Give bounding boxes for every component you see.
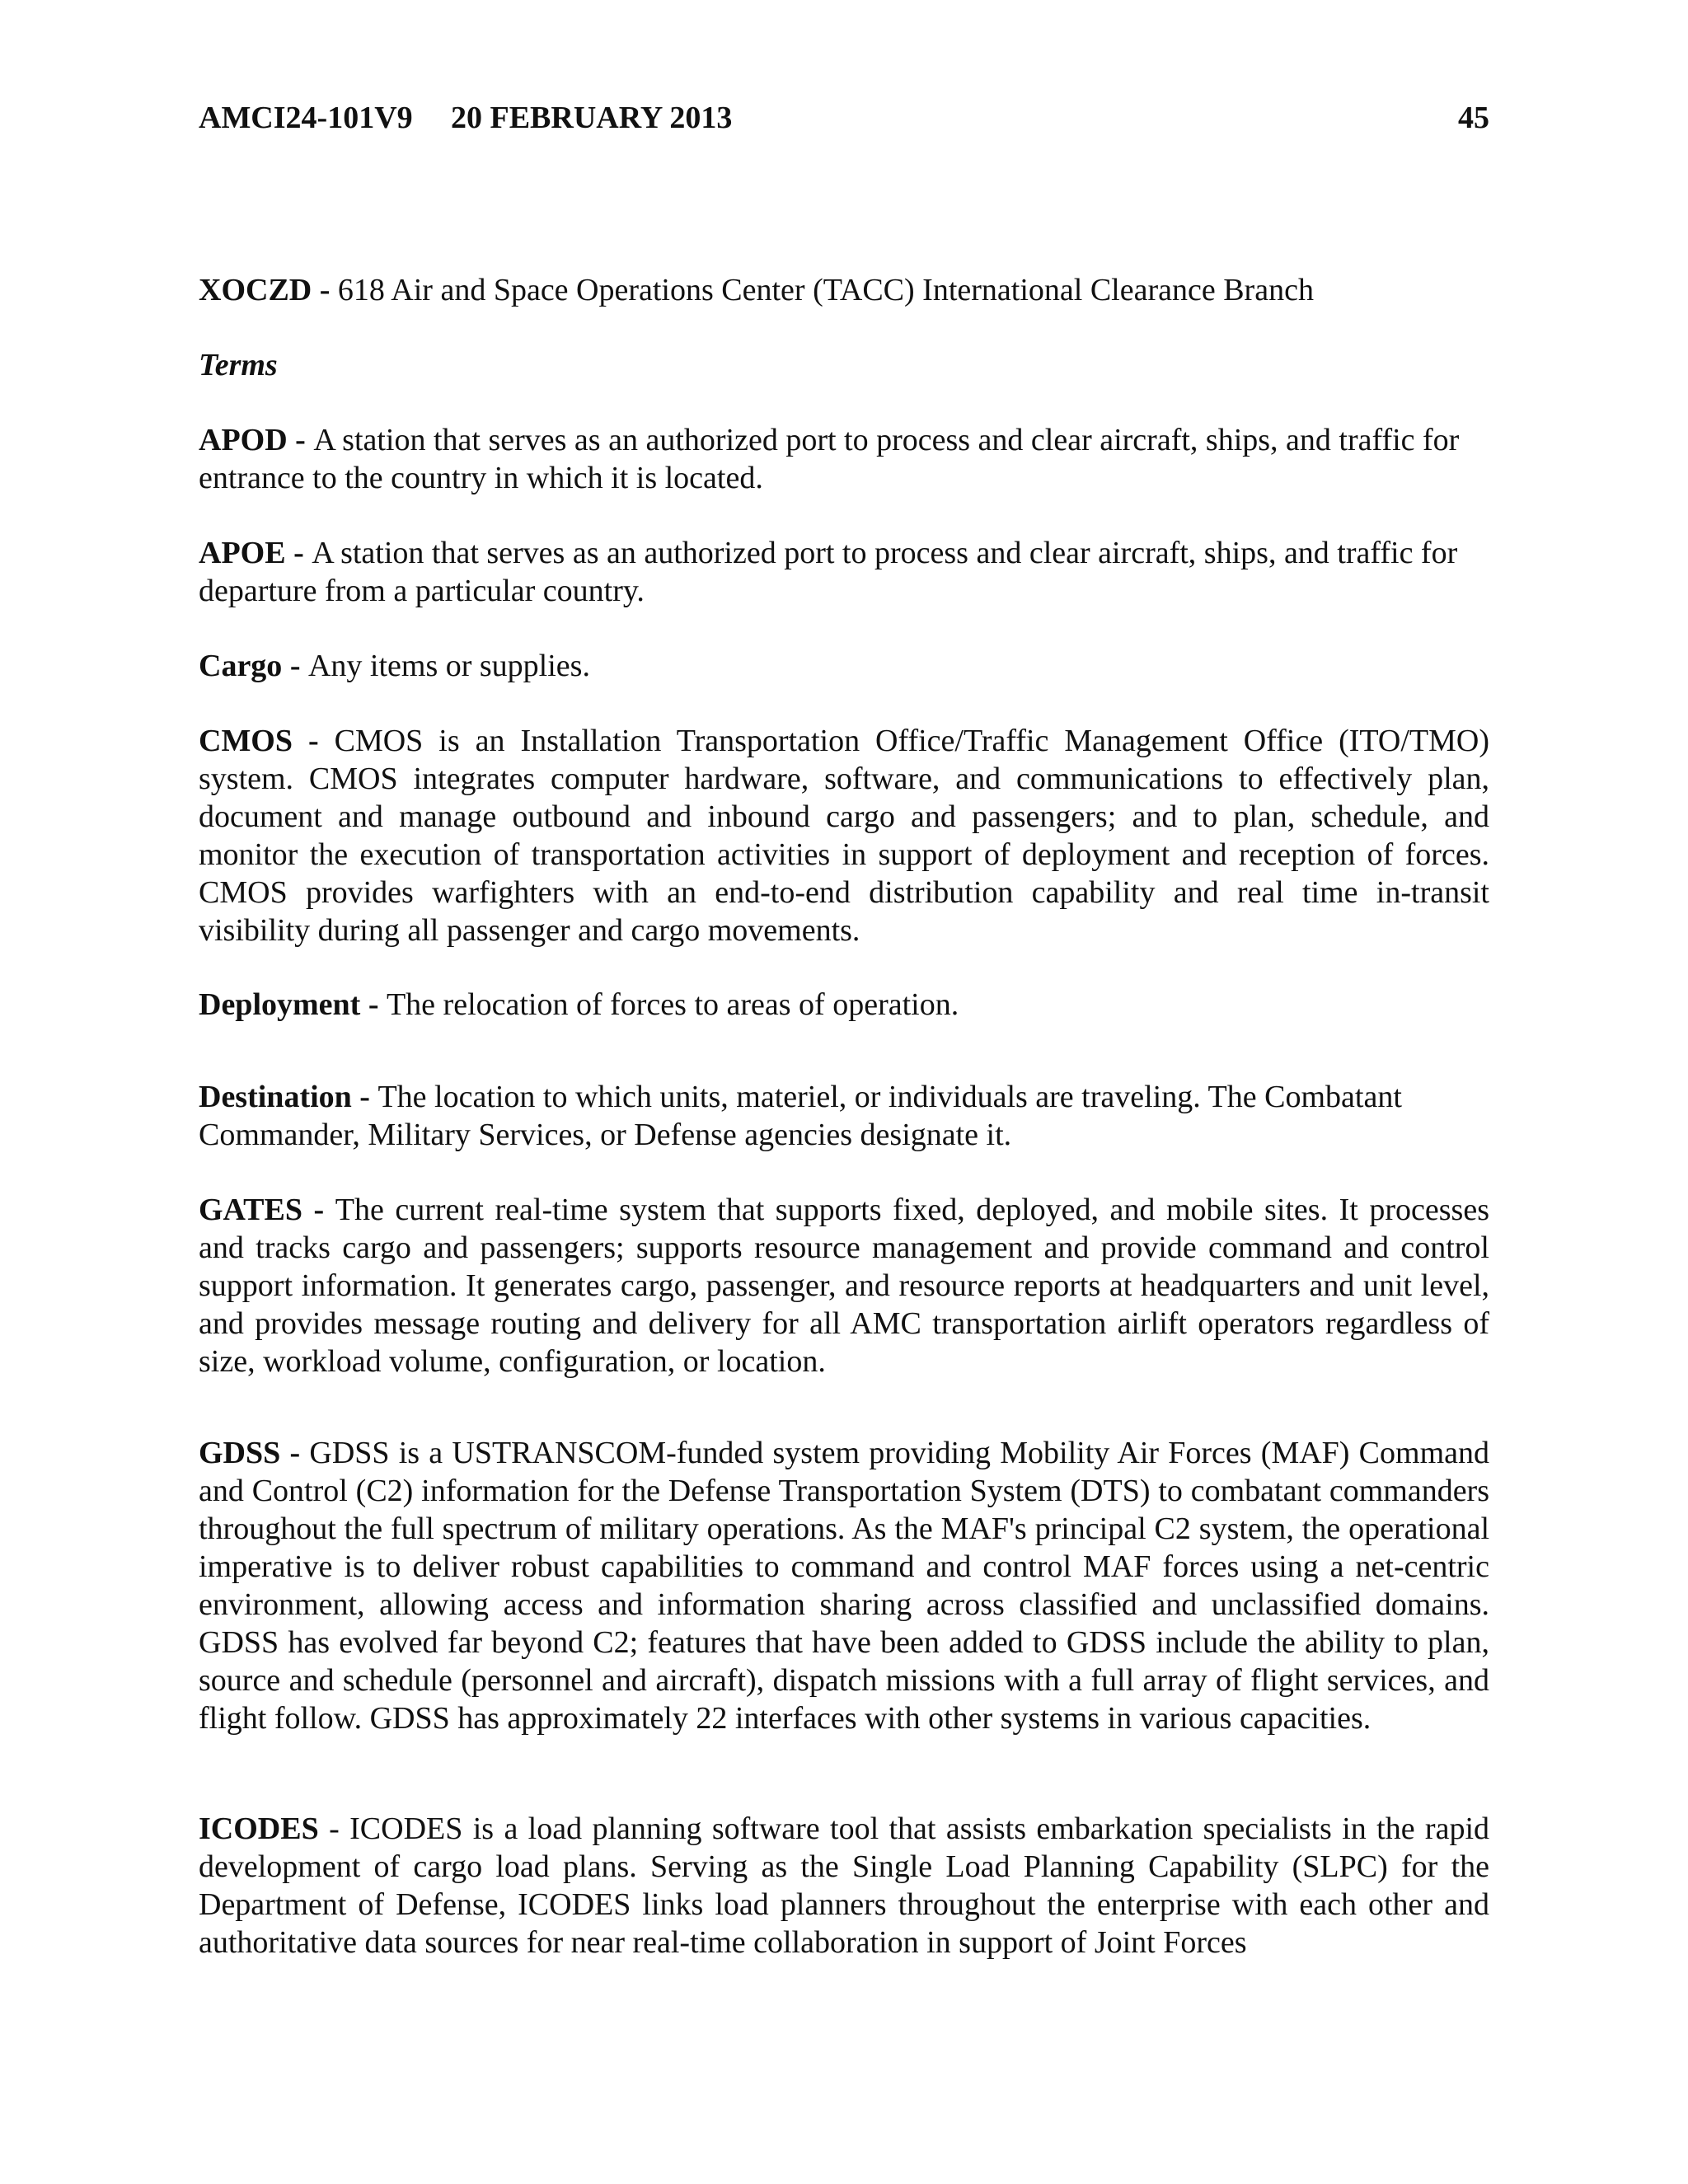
term-label: XOCZD bbox=[199, 273, 312, 307]
term-label: GDSS bbox=[199, 1436, 281, 1470]
term-separator: - bbox=[318, 1811, 350, 1846]
term-definition: The location to which units, materiel, or individuals are traveling. The Combatant Commander, Military Services, or Defense agencies designate it. bbox=[199, 1080, 1402, 1152]
term-definition: CMOS is an Installation Transportation Office/Traffic Management Office (ITO/TMO) system. CMOS integrates computer hardware, software, and communications to effectively plan, document and manage outbound and inbound cargo and passengers; and to plan, schedule, and monitor the execution of transportation activities in support of deployment and reception of forces. CMOS provides warfighters with an end-to-end distribution capability and real time in-transit visibility during all passenger and cargo movements. bbox=[199, 724, 1489, 948]
term-label: APOD bbox=[199, 423, 288, 457]
term-definition: Any items or supplies. bbox=[307, 649, 590, 683]
document-id: AMCI24-101V9 bbox=[199, 101, 413, 135]
term-label: Destination bbox=[199, 1080, 352, 1114]
definition-xoczd bbox=[199, 271, 1489, 309]
term-separator: - bbox=[287, 423, 314, 457]
term-separator: - bbox=[360, 987, 387, 1022]
definition-icodes bbox=[199, 1810, 1489, 1961]
term-label: GATES bbox=[199, 1193, 303, 1227]
definition-deployment bbox=[199, 986, 1489, 1024]
term-definition: A station that serves as an authorized port to process and clear aircraft, ships, and traffic for departure from a particular country. bbox=[199, 536, 1458, 608]
term-separator: - bbox=[293, 724, 335, 758]
term-definition: A station that serves as an authorized port to process and clear aircraft, ships, and traffic for entrance to the country in which it is located. bbox=[199, 423, 1460, 495]
page-header bbox=[199, 97, 1489, 138]
term-label: CMOS bbox=[199, 724, 293, 758]
term-separator: - bbox=[312, 273, 338, 307]
definition-gates bbox=[199, 1191, 1489, 1380]
term-definition: 618 Air and Space Operations Center (TACC) International Clearance Branch bbox=[337, 273, 1314, 307]
term-definition: ICODES is a load planning software tool that assists embarkation specialists in the rapid development of cargo load plans. Serving as the Single Load Planning Capability (SLPC) for the Department of Defense, ICODES links load planners throughout the enterprise with each other and authoritative data sources for near real-time collaboration in support of Joint Forces bbox=[199, 1811, 1490, 1960]
definition-apod bbox=[199, 421, 1489, 497]
definition-cargo bbox=[199, 647, 1489, 685]
definition-destination bbox=[199, 1078, 1489, 1154]
definition-cmos bbox=[199, 722, 1489, 949]
definition-apoe bbox=[199, 534, 1489, 610]
term-separator: - bbox=[280, 1436, 310, 1470]
term-definition: GDSS is a USTRANSCOM-funded system providing Mobility Air Forces (MAF) Command and Control (C2) information for the Defense Transportation System (DTS) to combatant commanders throughout the full spectrum of military operations. As the MAF's principal C2 system, the operational imperative is to deliver robust capabilities to command and control MAF forces using a net-centric environment, allowing access and information sharing across classified and unclassified domains. GDSS has evolved far beyond C2; features that have been added to GDSS include the ability to plan, source and schedule (personnel and aircraft), dispatch missions with a full array of flight services, and flight follow. GDSS has approximately 22 interfaces with other systems in various capacities. bbox=[199, 1436, 1490, 1736]
term-label: Cargo bbox=[199, 649, 283, 683]
page-number: 45 bbox=[1458, 101, 1489, 135]
term-separator: - bbox=[285, 536, 312, 570]
term-separator: - bbox=[282, 649, 308, 683]
term-separator: - bbox=[351, 1080, 378, 1114]
term-label: Deployment bbox=[199, 987, 361, 1022]
term-label: ICODES bbox=[199, 1811, 319, 1846]
term-definition: The current real-time system that supports fixed, deployed, and mobile sites. It processes and tracks cargo and passengers; supports resource management and provide command and control support information. It generates cargo, passenger, and resource reports at headquarters and unit level, and provides message routing and delivery for all AMC transportation airlift operators regardless of size, workload volume, configuration, or location. bbox=[199, 1193, 1489, 1379]
definition-gdss bbox=[199, 1434, 1489, 1737]
term-separator: - bbox=[302, 1193, 335, 1227]
section-heading-terms: Terms bbox=[199, 348, 278, 382]
document-date: 20 FEBRUARY 2013 bbox=[451, 101, 733, 135]
term-label: APOE bbox=[199, 536, 286, 570]
term-definition: The relocation of forces to areas of operation. bbox=[386, 987, 959, 1022]
